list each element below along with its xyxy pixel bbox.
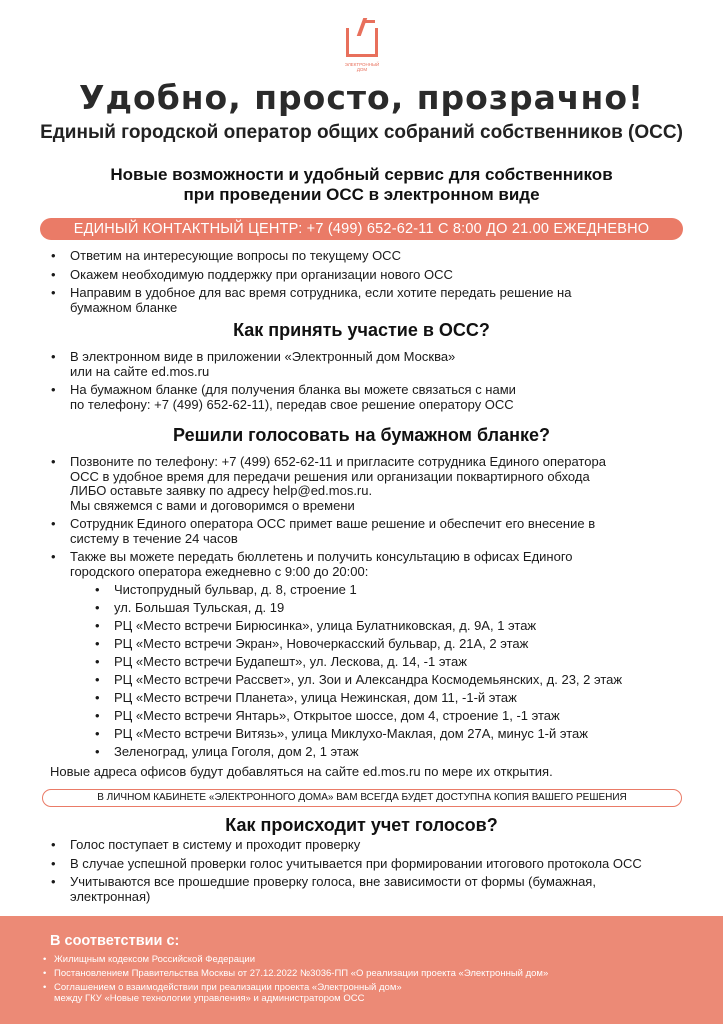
bullet: • [51, 382, 56, 397]
intro-list [44, 249, 684, 319]
participation-list [44, 350, 684, 416]
contact-center-banner: ЕДИНЫЙ КОНТАКТНЫЙ ЦЕНТР: +7 (499) 652-62-11 С 8:00 ДО 21.00 ЕЖЕДНЕВНО [40, 218, 683, 240]
bullet: • [51, 837, 56, 852]
list-item: • В электронном виде в приложении «Электронный дом Москва» или на сайте ed.mos.ru [51, 349, 456, 379]
bullet: • [51, 349, 56, 364]
office-item: • РЦ «Место встречи Планета», улица Нежинская, дом 11, -1-й этаж [95, 690, 517, 705]
list-item: • Также вы можете передать бюллетень и получить консультацию в офисах Единого городского оператора ежедневно с 9:00 до 20:00: • Чистопрудный бульвар, д. 8, строение 1 • ул. Большая Тульская, д. 19 • РЦ «Место встречи Бирюсинка», улица Булатниковская, д. 9А, 1 этаж • РЦ «Место встречи Экран», Новочеркасский бульвар, д. 21А, 2 этаж • РЦ «Место встречи Будапешт», ул. Лескова, д. 14, -1 этаж • РЦ «Место встречи Рассвет», ул. Зои и Александра Космодемьянских, д. 23, 2 этаж • РЦ «Место встречи Планета», улица Нежинская, дом 11, -1-й этаж • РЦ «Место встречи Янтарь», Открытое шоссе, дом 4, строение 1, -1 этаж • РЦ «Место встречи Витязь», улица Миклухо-Маклая, дом 27А, минус 1-й этаж • Зеленоград, улица Гоголя, дом 2, 1 этаж [44, 550, 694, 760]
bullet: • [51, 285, 56, 300]
footer-title: В соответствии с: [50, 933, 180, 949]
bullet: • [43, 968, 47, 979]
footer-item: • Соглашением о взаимодействии при реализации проекта «Электронный дом» между ГКУ «Новые технологии управления» и администратором ОСС [43, 982, 402, 1004]
list-item: • Учитываются все прошедшие проверку голоса, вне зависимости от формы (бумажная, электронная) [51, 874, 596, 904]
bullet: • [43, 982, 47, 993]
bullet: • [95, 618, 100, 633]
bullet: • [51, 549, 56, 564]
bullet: • [51, 874, 56, 889]
bullet: • [95, 654, 100, 669]
office-item: • РЦ «Место встречи Будапешт», ул. Лескова, д. 14, -1 этаж [95, 654, 467, 669]
logo-caption: ЭЛЕКТРОННЫЙ ДОМ [344, 62, 380, 72]
office-list [88, 583, 694, 760]
list-item: • Позвоните по телефону: +7 (499) 652-62-11 и пригласите сотрудника Единого оператора ОСС в удобное время для передачи решения или организации поквартирного обхода ЛИБО оставьте заявку по адресу help@ed.mos.ru. Мы свяжемся с вами и договоримся о времени [51, 454, 606, 513]
cabinet-note-box: В ЛИЧНОМ КАБИНЕТЕ «ЭЛЕКТРОННОГО ДОМА» ВАМ ВСЕГДА БУДЕТ ДОСТУПНА КОПИЯ ВАШЕГО РЕШЕНИЯ [42, 789, 682, 807]
bullet: • [95, 582, 100, 597]
bullet: • [95, 744, 100, 759]
bullet: • [43, 954, 47, 965]
bullet: • [95, 726, 100, 741]
section-title-paper: Решили голосовать на бумажном бланке? [173, 425, 550, 445]
bullet: • [51, 855, 56, 871]
headline: Удобно, просто, прозрачно! [78, 78, 645, 117]
paper-list [44, 455, 694, 764]
list-item: • В случае успешной проверки голос учитывается при формировании итогового протокола ОСС [51, 855, 642, 871]
lead-line: при проведении ОСС в электронном виде [183, 185, 540, 204]
office-item: • ул. Большая Тульская, д. 19 [95, 600, 285, 615]
footer-item: • Жилищным кодексом Российской Федерации [43, 954, 256, 965]
footer-legal [0, 916, 723, 1024]
office-item: • РЦ «Место встречи Рассвет», ул. Зои и Александра Космодемьянских, д. 23, 2 этаж [95, 672, 623, 687]
new-offices-note: Новые адреса офисов будут добавляться на сайте ed.mos.ru по мере их открытия. [50, 764, 553, 779]
counting-list [44, 838, 709, 908]
bullet: • [95, 690, 100, 705]
office-item: • Чистопрудный бульвар, д. 8, строение 1 [95, 582, 357, 597]
electronic-house-logo [343, 18, 381, 76]
office-item: • РЦ «Место встречи Янтарь», Открытое шоссе, дом 4, строение 1, -1 этаж [95, 708, 560, 723]
list-item: • Голос поступает в систему и проходит проверку [51, 837, 361, 852]
bullet: • [95, 708, 100, 723]
bullet: • [95, 672, 100, 687]
office-item: • РЦ «Место встречи Бирюсинка», улица Булатниковская, д. 9А, 1 этаж [95, 618, 537, 633]
list-item: • На бумажном бланке (для получения бланка вы можете связаться с нами по телефону: +7 (499) 652-62-11), передав свое решение оператору ОСС [51, 382, 516, 412]
lead-text [60, 165, 663, 205]
footer-item: • Постановлением Правительства Москвы от 27.12.2022 №3036-ПП «О реализации проекта «Электронный дом» [43, 968, 549, 979]
bullet: • [51, 516, 56, 531]
bullet: • [51, 266, 56, 282]
list-item: • Направим в удобное для вас время сотрудника, если хотите передать решение на бумажном бланке [51, 285, 572, 315]
list-item: • Ответим на интересующие вопросы по текущему ОСС [51, 248, 401, 263]
lead-line: Новые возможности и удобный сервис для собственников [110, 165, 613, 184]
footer-list [40, 954, 710, 1007]
office-item: • Зеленоград, улица Гоголя, дом 2, 1 этаж [95, 744, 359, 759]
office-item: • РЦ «Место встречи Витязь», улица Миклухо-Маклая, дом 27А, минус 1-й этаж [95, 726, 588, 741]
section-title-participation: Как принять участие в ОСС? [233, 320, 490, 340]
section-title-counting: Как происходит учет голосов? [225, 815, 498, 835]
bullet: • [95, 636, 100, 651]
office-item: • РЦ «Место встречи Экран», Новочеркасский бульвар, д. 21А, 2 этаж [95, 636, 529, 651]
subheadline: Единый городской оператор общих собраний собственников (ОСС) [40, 122, 683, 143]
bullet: • [95, 600, 100, 615]
logo-bar [365, 20, 375, 23]
list-item: • Окажем необходимую поддержку при организации нового ОСС [51, 266, 453, 282]
list-item: • Сотрудник Единого оператора ОСС примет ваше решение и обеспечит его внесение в систему в течение 24 часов [51, 516, 596, 546]
bullet: • [51, 248, 56, 263]
bullet: • [51, 454, 56, 469]
